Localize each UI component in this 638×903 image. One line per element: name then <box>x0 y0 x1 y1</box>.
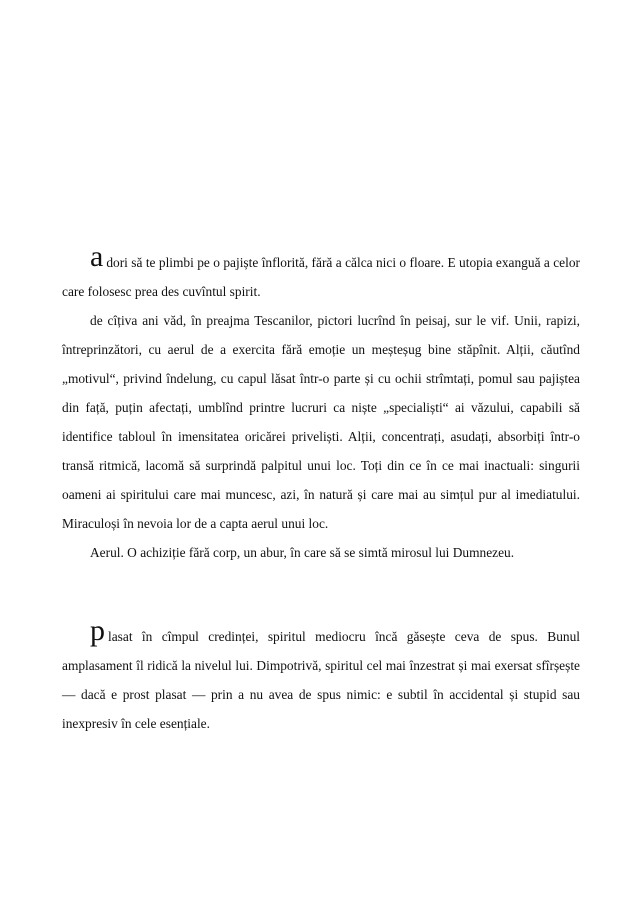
paragraph-text: lasat în cîmpul credinței, spiritul mediocru încă găsește ceva de spus. Bunul amplasament îl ridică la nivelul lui. Dimpotrivă, spiritul cel mai înzestrat și mai exersat sfîrșește — dacă e prost plasat — prin a nu avea de spus nimic: e subtil în accidental și stupid sau inexpresiv în cele esențiale. <box>62 629 580 731</box>
paragraph <box>62 614 580 738</box>
text-section-2 <box>62 614 580 738</box>
drop-cap: p <box>90 614 105 647</box>
paragraph: Aerul. O achiziție fără corp, un abur, în care să se simtă mirosul lui Dumnezeu. <box>90 545 515 560</box>
paragraph: de cîțiva ani văd, în preajma Tescanilor, pictori lucrînd în peisaj, sur le vif. Unii, rapizi, întreprinzători, cu aerul de a exercita fără emoție un meșteșug bine stăpînit. Alții, căutînd „motivul“, privind îndelung, cu capul lăsat într-o parte și cu ochii strîmtați, pomul sau pajiștea din față, puțin afectați, umblînd printre lucruri ca niște „specialiști“ ai văzului, capabili să identifice tabloul în imensitatea oricărei priveliști. Alții, concentrați, asudați, absorbiți într-o transă ritmică, lacomă să surprindă palpitul unui loc. Toți din ce în ce mai inactuali: singurii oameni ai spiritului care mai muncesc, azi, în natură și care mai au simțul pur al imediatului. Miraculoși în nevoia lor de a capta aerul unui loc. <box>62 313 580 531</box>
paragraph <box>62 240 580 306</box>
text-section-1 <box>62 240 580 567</box>
paragraph-text: dori să te plimbi pe o pajiște înflorită, fără a călca nici o floare. E utopia exanguă a celor care folosesc prea des cuvîntul spirit. <box>62 255 580 299</box>
drop-cap: a <box>90 240 104 273</box>
